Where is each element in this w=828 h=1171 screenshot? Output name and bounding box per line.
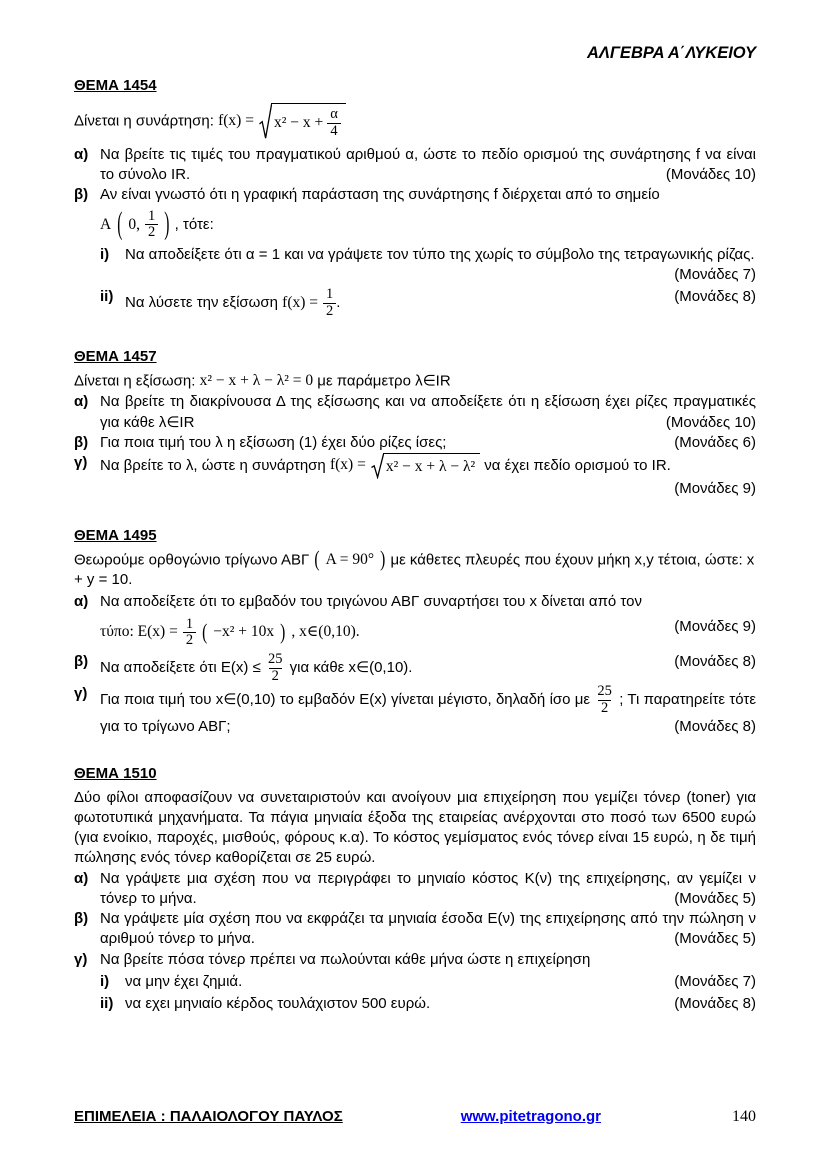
item-label: α) (74, 870, 89, 888)
subitem-ii (100, 994, 756, 1014)
theme-1454-title: ΘΕΜΑ 1454 (74, 77, 157, 95)
item-body-suffix: ; Τι παρατηρείτε τότε για το τρίγωνο ΑΒΓ; (100, 691, 757, 735)
subitem-i (100, 245, 756, 285)
denominator: 2 (269, 668, 282, 685)
item-text (100, 145, 756, 185)
tote-text: , τότε: (174, 215, 214, 233)
item-text (100, 392, 756, 432)
radicand (271, 103, 346, 140)
item-body: Για ποια τιμή του x∈(0,10) το εμβαδόν E(x) γίνεται μέγιστο, δηλαδή ίσο με (100, 691, 591, 709)
item-text (100, 652, 756, 684)
point-a-line (100, 209, 756, 241)
points-label: (Μονάδες 8) (674, 288, 756, 306)
theme-1495-title: ΘΕΜΑ 1495 (74, 526, 157, 544)
radicand-text: x² − x + (273, 113, 324, 131)
item-text (100, 950, 756, 1014)
fraction-25-over-2 (265, 652, 286, 684)
theme-1495-intro (74, 547, 756, 591)
fraction-one-half (145, 209, 158, 241)
theme-1510-title: ΘΕΜΑ 1510 (74, 764, 157, 782)
subitem-label: i) (100, 246, 110, 264)
intro-mid: με κάθετες πλευρές που έχουν μήκη x,y (390, 551, 654, 569)
item-text (100, 185, 756, 320)
points-label: (Μονάδες 9) (674, 617, 756, 635)
radicand (383, 453, 480, 479)
intro-text: Δύο φίλοι αποφασίζουν να συνεταιριστούν και ανοίγουν μια επιχείρηση που γεμίζει τόνερ (toner) για φωτοτυπικά μηχανήματα. Τα πάγια μηνιαία έξοδα της εταιρείας ανέρχονται στο ποσό των 6500 ευρώ (για ενοίκιο, παροχές, μισθούς, φόρους κ.α). Το κόστος γεμίσματος ενός τόνερ είναι 15 ευρώ, η δε τιμή πώλησης ενός τόνερ καθορίζεται σε 25 ευρώ. (74, 788, 756, 867)
subitem-text (125, 245, 756, 285)
period: . (336, 294, 341, 312)
item-text (100, 684, 756, 736)
editor-credit: ΕΠΙΜΕΛΕΙΑ : ΠΑΛΑΙΟΛΟΓΟΥ ΠΑΥΛΟΣ (74, 1107, 343, 1125)
points-label: (Μονάδες 7) (674, 972, 756, 990)
big-paren-close: ) (164, 207, 170, 242)
item-beta (74, 909, 756, 949)
points-label: (Μονάδες 8) (674, 994, 756, 1012)
big-paren-open: ( (314, 547, 320, 573)
item-body-suffix: να έχει πεδίο ορισμού το IR. (484, 456, 671, 474)
item-alpha (74, 869, 756, 909)
sqrt-radical (371, 453, 480, 479)
polynomial-text: −x² + 10x (213, 623, 275, 641)
subitem-label: ii) (100, 994, 114, 1012)
points-label: (Μονάδες 10) (665, 165, 756, 183)
numerator: 1 (326, 286, 334, 303)
item-label: β) (74, 185, 89, 203)
item-body-suffix: για κάθε x∈(0,10). (289, 659, 413, 677)
right-angle-formula (313, 547, 386, 573)
fraction-25-over-2 (594, 684, 615, 716)
point-a-formula (100, 209, 170, 241)
intro-text: Δίνεται η συνάρτηση: (74, 112, 214, 130)
item-body: Να αποδείξετε ότι το εμβαδόν του τριγώνου ΑΒΓ συναρτήσει του x δίνεται από τον (100, 592, 642, 610)
item-label: β) (74, 910, 89, 928)
item-body: Να βρείτε τις τιμές του πραγματικού αριθμού α, ώστε το πεδίο ορισμού της συνάρτησης f να είναι το σύνολο IR. (100, 145, 756, 183)
item-gamma (74, 453, 756, 499)
subitem-ii (100, 287, 756, 319)
item-text (100, 909, 756, 949)
item-label: γ) (74, 950, 88, 968)
subitem-body: να εχει μηνιαίο κέρδος τουλάχιστον 500 ευρώ. (125, 994, 431, 1012)
equation-formula (282, 287, 336, 319)
big-paren-open: ( (117, 207, 123, 242)
item-gamma (74, 684, 756, 736)
denominator: 2 (598, 700, 611, 717)
item-alpha (74, 392, 756, 432)
numerator: 1 (185, 615, 194, 632)
item-label: α) (74, 393, 89, 411)
equation-text: x² − x + λ − λ² = 0 (199, 371, 314, 389)
item-body: Να βρείτε τη διακρίνουσα Δ της εξίσωσης και να αποδείξετε ότι η εξίσωση έχει ρίζες πραγματικές για κάθε λ∈IR (100, 393, 756, 431)
website-link[interactable]: www.pitetragono.gr (460, 1107, 601, 1125)
theme-1495 (74, 526, 756, 737)
denominator: 2 (323, 303, 336, 320)
item-alpha (74, 145, 756, 185)
item-body: Να αποδείξετε ότι E(x) ≤ (100, 659, 261, 677)
item-text (100, 433, 756, 453)
points-label: (Μονάδες 6) (674, 433, 756, 451)
formula-prefix: τύπο: E(x) = (100, 623, 178, 641)
intro-suffix: με παράμετρο λ∈IR (317, 372, 451, 390)
area-formula-line (100, 617, 756, 649)
item-gamma (74, 950, 756, 1014)
theme-1510-intro (74, 788, 756, 868)
theme-1454-intro (74, 103, 756, 140)
formula-lhs: f(x) = (218, 112, 254, 130)
denominator: 2 (183, 632, 196, 649)
points-label: (Μονάδες 8) (674, 652, 756, 670)
page-number: 140 (732, 1107, 756, 1125)
item-text (100, 592, 756, 652)
intro-text: Θεωρούμε ορθογώνιο τρίγωνο ΑΒΓ (74, 551, 310, 569)
numerator: α (330, 106, 338, 123)
item-label: γ) (74, 685, 88, 703)
subitem-body: Να αποδείξετε ότι α = 1 και να γράψετε τον τύπο της χωρίς το σύμβολο της τετραγωνικής ρίζας. (125, 246, 755, 264)
area-formula (100, 617, 360, 649)
denominator: 4 (327, 123, 340, 140)
fraction-alpha-over-4 (327, 107, 341, 139)
subitem-label: i) (100, 972, 110, 990)
subitem-label: ii) (100, 288, 114, 306)
big-paren-close: ) (280, 620, 286, 645)
fraction-one-half (183, 617, 196, 649)
item-body: Να γράψετε μία σχέση που να εκφράζει τα μηνιαία έσοδα Ε(ν) της επιχείρησης από την πώληση ν αριθμού τόνερ το μήνα. (100, 910, 756, 948)
theme-1457-title: ΘΕΜΑ 1457 (74, 347, 157, 365)
item-label: α) (74, 145, 89, 163)
points-label: (Μονάδες 10) (665, 413, 756, 431)
item-body: Να γράψετε μια σχέση που να περιγράφει το μηνιαίο κόστος Κ(ν) της επιχείρησης, αν γεμίζει ν τόνερ το μήνα. (100, 870, 756, 908)
subitem-i (100, 972, 756, 992)
points-label: (Μονάδες 8) (674, 717, 756, 735)
item-beta (74, 185, 756, 320)
subitem-body: Να λύσετε την εξίσωση (125, 294, 278, 312)
points-label: (Μονάδες 5) (674, 890, 756, 908)
numerator: 25 (597, 683, 612, 700)
function-definition-formula (218, 103, 346, 140)
item-beta (74, 652, 756, 684)
item-beta (74, 433, 756, 453)
item-body: Για ποια τιμή του λ η εξίσωση (1) έχει δύο ρίζες ίσες; (100, 433, 447, 451)
page-header (74, 42, 756, 64)
theme-1457 (74, 347, 756, 499)
intro-tail: τέτοια, ώστε: x + y = 10. (74, 551, 755, 589)
point-name: A (100, 215, 112, 233)
item-body: Να βρείτε πόσα τόνερ πρέπει να πωλούνται κάθε μήνα ώστε η επιχείρηση (100, 950, 591, 968)
radicand-text: x² − x + λ − λ² (385, 457, 476, 475)
theme-1510 (74, 764, 756, 1014)
points-label: (Μονάδες 5) (674, 930, 756, 948)
coordinate-first: 0, (128, 215, 140, 233)
numerator: 1 (148, 207, 156, 224)
theme-1454 (74, 76, 756, 320)
item-text (100, 869, 756, 909)
fraction-one-half (323, 287, 336, 319)
formula-lhs: f(x) = (329, 456, 366, 474)
big-paren-close: ) (380, 547, 386, 573)
item-label: α) (74, 592, 89, 610)
item-body: Αν είναι γνωστό ότι η γραφική παράσταση της συνάρτησης f διέρχεται από το σημείο (100, 185, 660, 203)
sqrt-radical (259, 103, 346, 140)
page-footer (74, 1106, 756, 1127)
subitem-text (125, 994, 756, 1014)
function-radical-formula (330, 453, 480, 479)
item-body: Να βρείτε το λ, ώστε η συνάρτηση (100, 456, 326, 474)
points-label: (Μονάδες 9) (674, 479, 756, 497)
item-text (100, 453, 756, 499)
numerator: 25 (268, 650, 283, 667)
intro-text: Δίνεται η εξίσωση: (74, 372, 196, 390)
theme-1457-intro (74, 371, 756, 392)
course-title: ΑΛΓΕΒΡΑ Α΄ΛΥΚΕΙΟΥ (586, 44, 756, 62)
item-label: β) (74, 433, 89, 451)
big-paren-open: ( (202, 620, 208, 645)
formula-lhs: f(x) = (282, 294, 319, 312)
item-alpha (74, 592, 756, 652)
subitem-text (125, 287, 756, 319)
subitem-text (125, 972, 756, 992)
item-label: β) (74, 652, 89, 670)
formula-suffix: , x∈(0,10). (291, 623, 360, 641)
subitem-body: να μην έχει ζημιά. (125, 972, 243, 990)
quadratic-equation (200, 371, 314, 392)
denominator: 2 (145, 224, 158, 241)
item-label: γ) (74, 453, 88, 471)
points-label: (Μονάδες 7) (674, 266, 756, 284)
angle-text: Α = 90° (325, 550, 375, 568)
